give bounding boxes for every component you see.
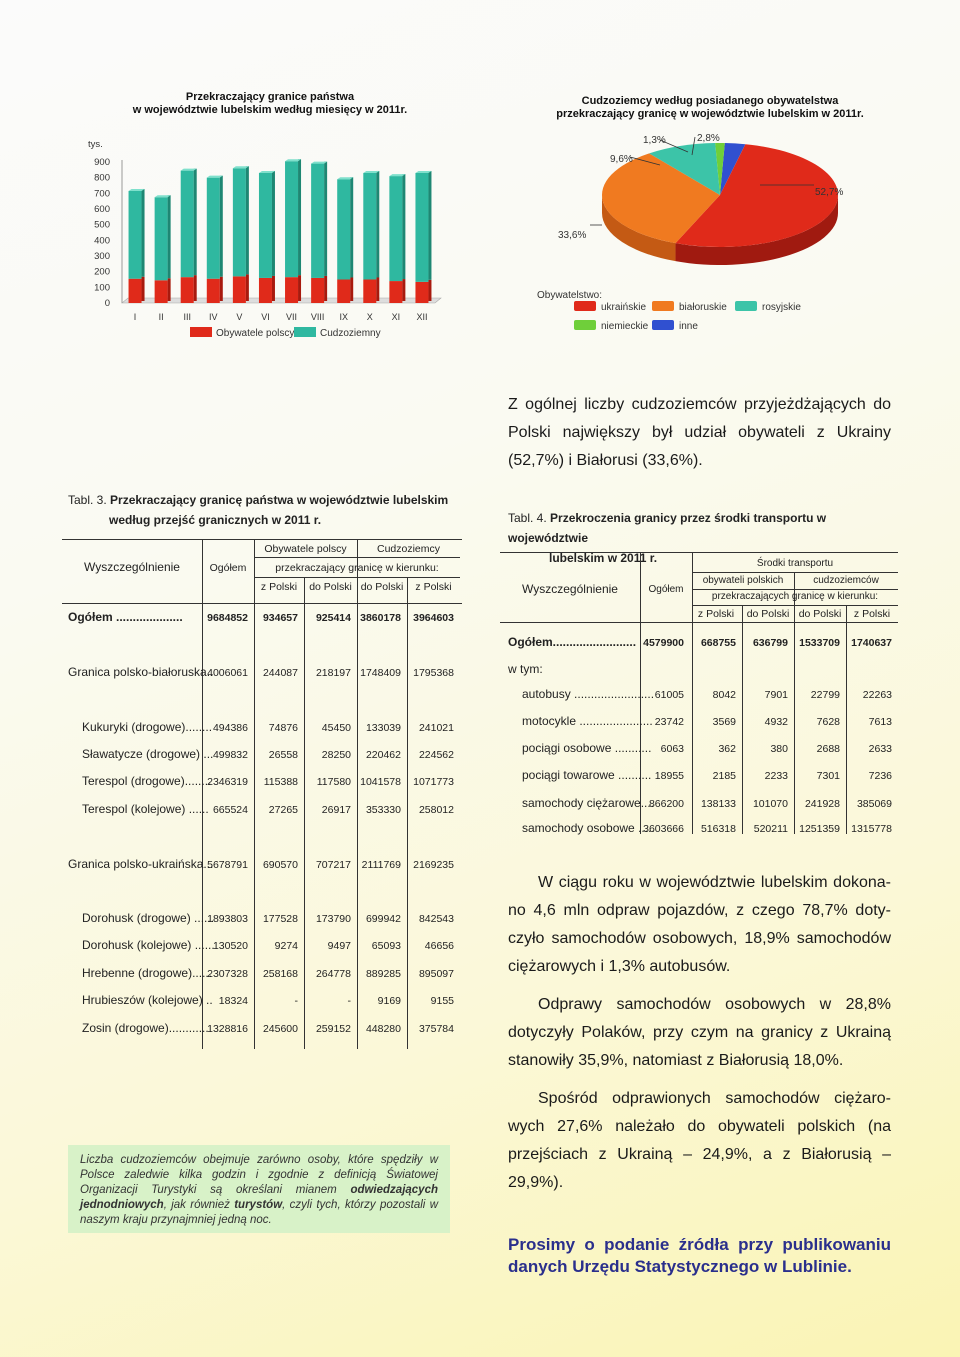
bar-polish-IX	[337, 280, 350, 304]
table3-title-line2: według przejść granicznych w 2011 r.	[109, 513, 322, 527]
table3-cell: 9274	[274, 940, 298, 952]
table4-cell: 7236	[868, 770, 892, 782]
table4-group-rule-2	[692, 589, 898, 590]
table4-cell: 520211	[753, 823, 788, 835]
table4-group-rule	[692, 572, 898, 573]
source-request-note: Prosimy o podanie źródła przy publikowaniu danych Urzędu Statystycznego w Lublinie.	[508, 1235, 891, 1276]
bar-foreign-VIII	[311, 164, 324, 278]
table3-row-label: Dorohusk (kolejowe) ......	[82, 938, 215, 952]
table3-title	[68, 490, 468, 530]
table4-cell: 22263	[862, 689, 892, 701]
table3-row-label: Zosin (drogowe)............	[82, 1021, 209, 1035]
table4-cell: 61005	[654, 689, 684, 701]
bar-chart-title	[120, 91, 420, 117]
table3-cell: 74876	[268, 722, 298, 734]
table3-row-label: Granica polsko-białoruska..	[68, 665, 214, 679]
bar-foreign-IX	[337, 179, 350, 279]
table3-cell: 895097	[418, 968, 454, 980]
table3-row-label: Ogółem ....................	[68, 610, 183, 624]
legend-label-foreign: Cudzoziemny	[320, 328, 381, 339]
table3-cell: 842543	[418, 913, 454, 925]
x-tick-label: IX	[339, 312, 348, 322]
table3-cell: 173790	[315, 913, 351, 925]
table3-row-label: Hrubieszów (kolejowe) ..	[82, 993, 213, 1007]
table3-cell: 353330	[365, 804, 401, 816]
bar-foreign-I	[129, 191, 142, 279]
x-tick-label: X	[366, 312, 373, 322]
note-text-3: , czyli tych, którzy pozostali w naszym kraju przynajmniej jedną noc.	[80, 1199, 438, 1226]
bar-foreign-XI	[389, 176, 402, 281]
bar-polish-side	[168, 278, 171, 301]
table4-title-line2: lubelskim w 2011 r.	[549, 551, 658, 565]
table4-title-line1: Przekroczenia granicy przez środki transportu w województwie	[508, 511, 827, 545]
table3-cell: 1328816	[207, 1023, 248, 1035]
table3-cell: 1041578	[360, 776, 401, 788]
table3	[62, 535, 462, 1055]
table3-cell: 1748409	[360, 667, 401, 679]
table3-head-total: Ogółem	[209, 562, 247, 574]
table4-cell: 1251359	[799, 823, 840, 835]
table4-cell: 138133	[700, 798, 736, 810]
right-paragraphs	[508, 869, 891, 1197]
bar-foreign-side	[194, 169, 197, 276]
pie-legend-label-ukraińskie: ukraińskie	[601, 302, 647, 313]
table3-cell: 26917	[321, 804, 351, 816]
table4-head-foreign: cudzoziemców	[813, 575, 879, 586]
table3-cell: 889285	[365, 968, 401, 980]
note-bold-1: odwiedzających jednodniowych	[80, 1184, 438, 1211]
table3-cell: 699942	[365, 913, 401, 925]
bar-chart-title-line1: Przekraczający granice państwa	[185, 91, 355, 103]
bar-foreign-side	[220, 176, 223, 277]
table4	[500, 552, 900, 842]
x-tick-label: I	[133, 312, 137, 322]
bar-foreign-II	[155, 197, 168, 280]
table3-cell: 3860178	[360, 612, 401, 624]
table4-header-rule	[500, 622, 898, 623]
bar-polish-side	[246, 274, 249, 301]
table3-cell: -	[347, 995, 351, 1007]
bar-foreign-III	[181, 171, 194, 278]
x-tick-label: XI	[391, 312, 401, 322]
bar-polish-side	[324, 276, 327, 301]
y-tick-label: 100	[94, 282, 110, 294]
table3-top-rule	[62, 539, 462, 540]
bar-polish-II	[155, 280, 168, 303]
bar-polish-III	[181, 277, 194, 303]
bar-foreign-side	[376, 171, 379, 278]
table3-cell: 115388	[263, 776, 298, 788]
table3-cell: 665524	[212, 804, 248, 816]
bar-polish-I	[129, 279, 142, 303]
bar-polish-XI	[389, 281, 402, 303]
table3-head-polish: Obywatele polscy	[264, 543, 347, 555]
table4-subhead: z Polski	[697, 608, 735, 620]
table3-head-spec: Wyszczególnienie	[84, 560, 180, 574]
note-text-2: , jak również	[163, 1199, 235, 1211]
bar-polish-side	[298, 275, 301, 301]
x-tick-label: VI	[261, 312, 270, 322]
bar-foreign-side	[246, 166, 249, 274]
x-tick-label: IV	[209, 312, 218, 322]
definition-note	[68, 1145, 450, 1233]
table3-cell: 494386	[212, 722, 248, 734]
table4-subhead: do Polski	[746, 608, 790, 620]
table4-cell: 6063	[660, 743, 684, 755]
y-tick-label: 900	[94, 157, 110, 168]
table3-cell: 258012	[418, 804, 454, 816]
table3-cell: 2169235	[413, 859, 454, 871]
bar-polish-IV	[207, 279, 220, 303]
table4-cell: 2233	[764, 770, 788, 782]
pie-legend-label-niemieckie: niemieckie	[601, 321, 649, 332]
pie-label-rosyjskie: 9,6%	[610, 154, 633, 165]
table3-cell: 27265	[268, 804, 298, 816]
table4-subhead: z Polski	[853, 608, 891, 620]
table4-cell: 7301	[816, 770, 840, 782]
table4-total-cell: 668755	[700, 637, 736, 649]
table4-cell: 362	[718, 743, 736, 755]
legend-label-polish: Obywatele polscy	[216, 328, 295, 339]
table3-cell: 65093	[371, 940, 401, 952]
bar-foreign-IV	[207, 178, 220, 279]
bar-foreign-side	[168, 195, 171, 278]
x-tick-label: II	[158, 312, 164, 322]
table3-cell: 224562	[418, 749, 454, 761]
table4-sub-rule	[692, 605, 898, 606]
table3-cell: 177528	[262, 913, 298, 925]
pie-label-inne: 2,8%	[697, 133, 720, 144]
x-tick-label: V	[236, 312, 243, 322]
table4-cell: 2633	[868, 743, 892, 755]
table4-cell: 866200	[648, 798, 684, 810]
table4-total-cell: 1740637	[851, 637, 892, 649]
table4-row-label: samochody osobowe .....	[522, 821, 655, 835]
table3-cell: 46656	[424, 940, 454, 952]
table3-row-label: Hrebenne (drogowe)......	[82, 966, 213, 980]
bar-polish-VI	[259, 278, 272, 303]
y-tick-label: 0	[104, 298, 110, 309]
table3-head-foreign: Cudzoziemcy	[376, 543, 441, 555]
bar-polish-XII	[415, 282, 428, 303]
table4-cell: 101070	[752, 798, 788, 810]
table3-cell: 117580	[316, 776, 351, 788]
paragraph-trucks: Spośród odprawionych samochodów ciężaro-wych 27,6% należało do obywateli polskich (na przejściach z Ukrainą – 24,9%, a z Białorusią – 29,9%).	[508, 1090, 891, 1191]
table4-cell: 516318	[700, 823, 736, 835]
table4-cell: 385069	[856, 798, 892, 810]
pie-legend-swatch-białoruskie	[652, 301, 674, 311]
table3-row-label: Terespol (drogowe)........	[82, 774, 212, 788]
table3-subhead: do Polski	[309, 581, 352, 593]
table4-head-polish: obywateli polskich	[702, 575, 784, 586]
table4-label: Tabl. 4.	[508, 511, 547, 525]
table3-cell: 1795368	[413, 667, 454, 679]
bar-foreign-side	[350, 177, 353, 277]
pie-chart	[530, 125, 910, 340]
table4-cell: 7613	[868, 716, 892, 728]
table4-cell: 23742	[654, 716, 684, 728]
y-tick-label: 300	[94, 251, 110, 262]
pie-chart-title-line2: przekraczający granicę w województwie lubelskim w 2011r.	[556, 108, 864, 120]
table4-row-label: autobusy ........................	[522, 687, 655, 701]
table4-row-label: pociągi osobowe ...........	[522, 741, 652, 755]
table3-cell: 9684852	[207, 612, 248, 624]
table3-cell: 2346319	[207, 776, 248, 788]
table3-cell: 5678791	[207, 859, 248, 871]
paragraph-top: Z ogólnej liczby cudzoziemców przyjeżdżających do Polski największy był udział obywateli z Ukrainy (52,7%) i Białorusi (33,6%).	[508, 396, 891, 469]
table4-total-label: Ogółem.........................	[508, 635, 637, 649]
table3-cell: 220462	[365, 749, 401, 761]
table3-cell: 4006061	[207, 667, 248, 679]
bar-polish-side	[194, 275, 197, 301]
bar-polish-side	[350, 278, 353, 302]
bar-foreign-side	[428, 171, 431, 280]
legend-swatch-foreign	[294, 327, 316, 337]
pie-legend-swatch-niemieckie	[574, 320, 596, 330]
table3-cell: 1071773	[413, 776, 454, 788]
legend-swatch-polish	[190, 327, 212, 337]
table3-subhead: do Polski	[360, 581, 404, 593]
table3-header-rule	[62, 603, 462, 604]
table4-head-total: Ogółem	[648, 584, 684, 595]
bar-polish-side	[376, 278, 379, 302]
bar-foreign-VI	[259, 173, 272, 278]
table4-total-cell: 1533709	[799, 637, 840, 649]
pie-legend-swatch-ukraińskie	[574, 301, 596, 311]
table4-subhead: do Polski	[798, 608, 842, 620]
table3-cell: 2111769	[361, 859, 401, 871]
table3-cell: 264778	[315, 968, 351, 980]
x-tick-label: VII	[286, 312, 298, 322]
table3-cell: 130520	[212, 940, 248, 952]
pie-legend-swatch-inne	[652, 320, 674, 330]
bar-foreign-side	[142, 189, 145, 277]
paragraph-vehicles: W ciągu roku w województwie lubelskim dokona-no 4,6 mln odpraw pojazdów, z czego 78,7% doty-czyło samochodów osobowych, 18,9% samochodów ciężarowych i 1,3% autobusów.	[508, 874, 891, 975]
table3-row-label: Dorohusk (drogowe) ......	[82, 911, 215, 925]
table3-cell: 259152	[315, 1023, 351, 1035]
bar-polish-side	[142, 277, 145, 301]
table3-cell: 241021	[418, 722, 454, 734]
pie-chart-title-line1: Cudzoziemcy według posiadanego obywatelstwa	[581, 95, 839, 107]
table3-cell: 9169	[377, 995, 401, 1007]
table4-cell: 8042	[712, 689, 736, 701]
table3-cell: -	[294, 995, 298, 1007]
bar-polish-X	[363, 280, 376, 304]
table4-total-cell: 636799	[752, 637, 788, 649]
table3-cell: 2307328	[207, 968, 248, 980]
table3-title-line1: Przekraczający granicę państwa w województwie lubelskim	[110, 493, 449, 507]
table3-cell: 3964603	[413, 612, 454, 624]
table4-cell: 3569	[712, 716, 736, 728]
table3-cell: 1893803	[207, 913, 248, 925]
table3-cell: 707217	[315, 859, 351, 871]
table4-head-spec: Wyszczególnienie	[522, 582, 618, 596]
x-tick-label: VIII	[310, 312, 325, 322]
table4-head-means: Środki transportu	[756, 558, 834, 569]
table3-cell: 9497	[327, 940, 351, 952]
table4-cell: 7901	[764, 689, 788, 701]
table3-cell: 9155	[430, 995, 454, 1007]
table3-row-label: Sławatycze (drogowe) ...	[82, 747, 214, 761]
table3-head-direction: przekraczający granicę w kierunku:	[275, 562, 439, 574]
pie-label-białoruskie: 33,6%	[558, 230, 587, 241]
bar-chart	[80, 135, 450, 350]
table3-cell: 499832	[212, 749, 248, 761]
table3-cell: 258168	[262, 968, 298, 980]
pie-label-niemieckie: 1,3%	[643, 135, 666, 146]
bar-polish-side	[428, 280, 431, 301]
y-tick-label: 200	[94, 266, 110, 278]
table3-cell: 448280	[365, 1023, 401, 1035]
table3-cell: 375784	[418, 1023, 454, 1035]
y-tick-label: 800	[94, 172, 110, 184]
table3-row-label: Kukuryki (drogowe)........	[82, 720, 213, 734]
table4-cell: 2688	[816, 743, 840, 755]
table3-cell: 28250	[321, 749, 351, 761]
table3-cell: 45450	[321, 722, 351, 734]
bar-foreign-side	[298, 159, 301, 275]
table4-cell: 4932	[764, 716, 788, 728]
x-tick-label: XII	[416, 312, 428, 322]
table4-total-cell: 4579900	[643, 637, 684, 649]
pie-legend-label-inne: inne	[679, 321, 698, 332]
table4-cell: 22799	[810, 689, 840, 701]
table4-head-direction: przekraczających granicę w kierunku:	[711, 591, 879, 602]
table3-cell: 925414	[315, 612, 351, 624]
table4-cell: 1315778	[851, 823, 892, 835]
y-axis-unit: tys.	[88, 139, 103, 150]
table3-row-label: Terespol (kolejowe) ......	[82, 802, 209, 816]
paragraph-cars: Odprawy samochodów osobowych w 28,8% dotyczyły Polaków, przy czym na granicy z Ukrainą stanowiły 35,9%, natomiast z Białorusią 18,0%.	[508, 996, 891, 1069]
bar-foreign-V	[233, 168, 246, 276]
y-tick-label: 700	[94, 188, 110, 200]
bar-polish-VII	[285, 277, 298, 303]
y-tick-label: 500	[94, 219, 110, 231]
table4-row-label: motocykle ......................	[522, 714, 653, 728]
table4-cell: 3603666	[643, 823, 684, 835]
table4-row-label: samochody ciężarowe....	[522, 796, 655, 810]
note-text-1: Liczba cudzoziemców obejmuje zarówno osoby, które spędziły w Polsce zaledwie kilka godzin i zgodnie z definicją Światowej Organizacji Turystyki są określani mianem	[80, 1154, 438, 1196]
bar-chart-title-line2: w województwie lubelskim według miesięcy w 2011r.	[132, 104, 408, 116]
y-tick-label: 400	[94, 235, 110, 247]
bar-foreign-side	[324, 162, 327, 276]
table3-cell: 133039	[365, 722, 401, 734]
bar-foreign-VII	[285, 161, 298, 277]
y-tick-label: 600	[94, 204, 110, 215]
table3-cell: 245600	[262, 1023, 298, 1035]
table3-cell: 218197	[315, 667, 351, 679]
bar-polish-side	[402, 279, 405, 301]
table3-cell: 934657	[262, 612, 298, 624]
table4-w-tym: w tym:	[508, 662, 543, 676]
pie-legend-title: Obywatelstwo:	[537, 290, 603, 301]
table3-cell: 244087	[262, 667, 298, 679]
bar-polish-side	[220, 277, 223, 301]
bar-foreign-side	[402, 174, 405, 279]
bar-foreign-side	[272, 171, 275, 276]
table3-cell: 26558	[268, 749, 298, 761]
table4-cell: 241928	[804, 798, 840, 810]
pie-chart-title	[530, 95, 890, 121]
table3-row-label: Granica polsko-ukraińska...	[68, 857, 214, 871]
bar-polish-VIII	[311, 278, 324, 303]
pie-legend-label-rosyjskie: rosyjskie	[762, 302, 801, 313]
table3-cell: 18324	[218, 995, 248, 1007]
table3-cell: 690570	[262, 859, 298, 871]
bar-polish-side	[272, 276, 275, 301]
bar-foreign-XII	[415, 173, 428, 282]
table4-cell: 2185	[712, 770, 736, 782]
note-bold-2: turystów	[234, 1199, 283, 1211]
table4-row-label: pociągi towarowe ..........	[522, 768, 652, 782]
table3-subhead: z Polski	[415, 581, 452, 593]
table4-cell: 18955	[654, 770, 684, 782]
table3-subhead: z Polski	[260, 581, 298, 593]
table4-top-rule	[500, 552, 898, 553]
x-tick-label: III	[183, 312, 191, 322]
pie-label-ukraińskie: 52,7%	[815, 187, 844, 198]
table3-label: Tabl. 3.	[68, 493, 107, 507]
table4-cell: 380	[770, 743, 788, 755]
bar-polish-V	[233, 276, 246, 303]
pie-legend-swatch-rosyjskie	[735, 301, 757, 311]
table4-cell: 7628	[816, 716, 840, 728]
pie-legend-label-białoruskie: białoruskie	[679, 302, 727, 313]
bar-foreign-X	[363, 173, 376, 280]
